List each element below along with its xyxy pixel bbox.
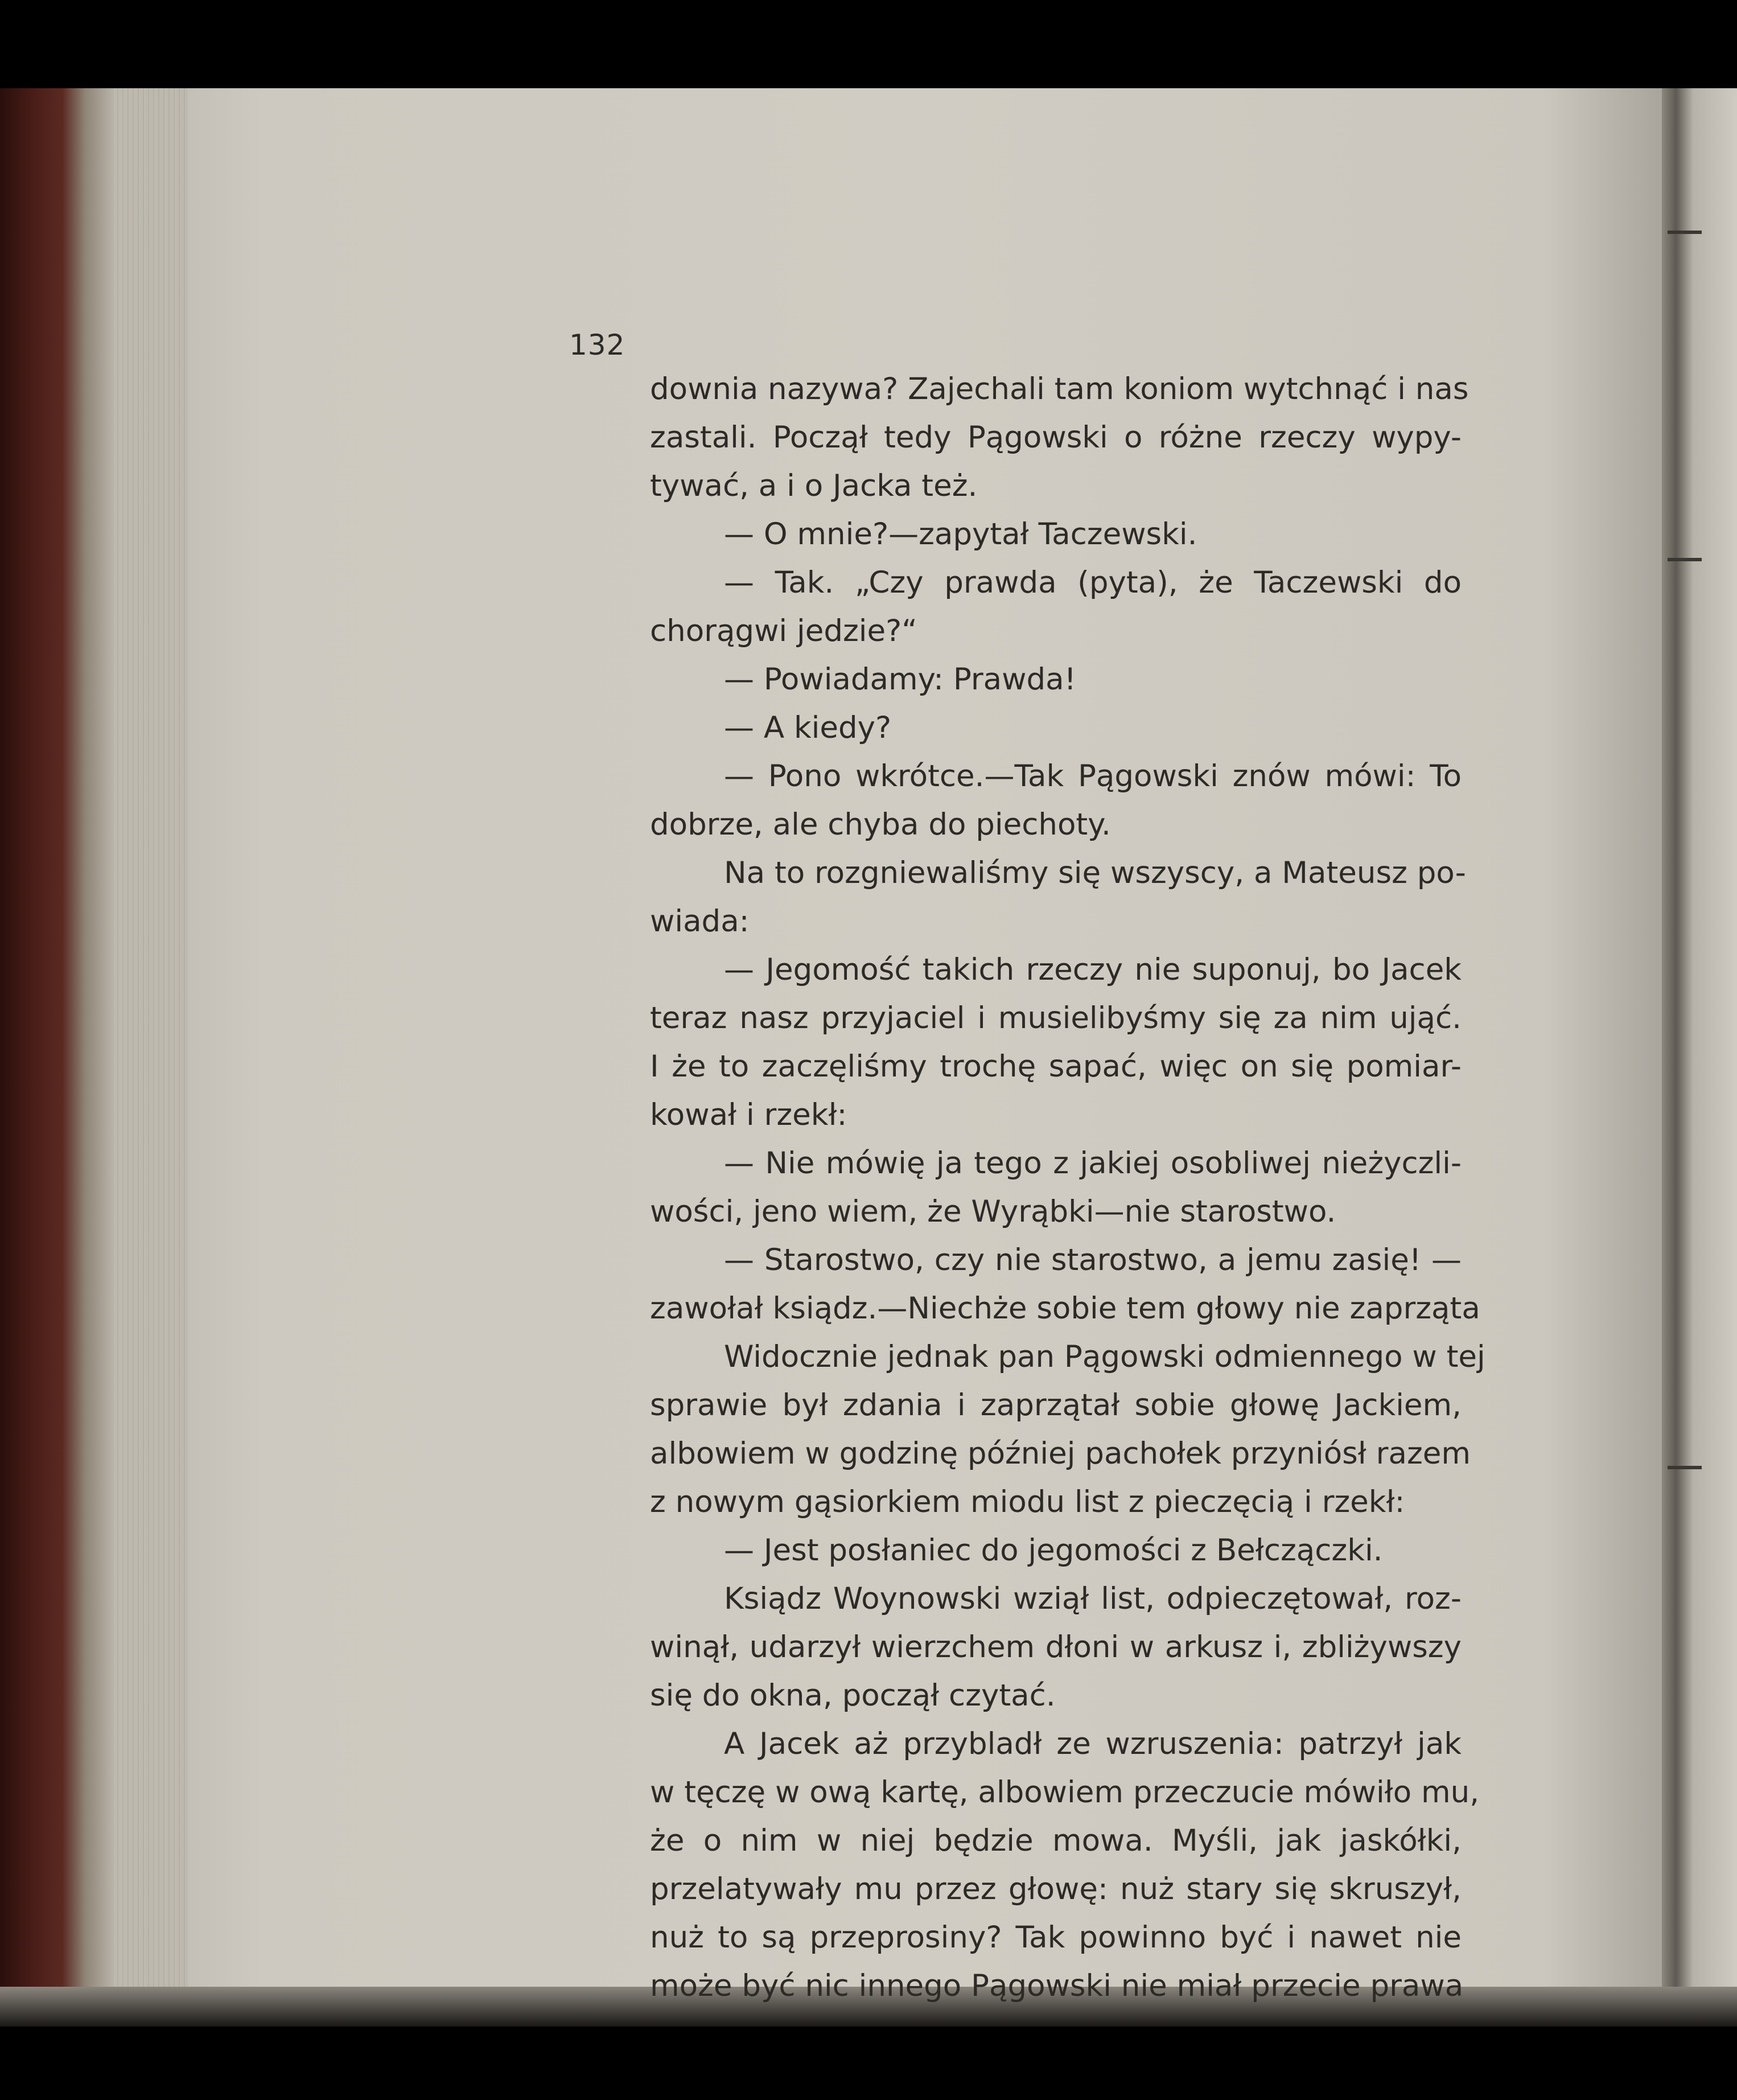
binding-mark	[1668, 231, 1702, 234]
text-line: — Powiadamy: Prawda!	[724, 662, 1076, 697]
text-line: wiada:	[650, 904, 750, 939]
text-line: że o nim w niej będzie mowa. Myśli, jak jaskółki,	[650, 1823, 1462, 1858]
text-line: — Jest posłaniec do jegomości z Bełczączki.	[724, 1533, 1383, 1568]
page-gutter	[1662, 88, 1737, 2024]
binding-mark	[1668, 558, 1702, 561]
text-line: zawołał ksiądz.—Niechże sobie tem głowy nie zaprząta	[650, 1291, 1480, 1326]
text-line: teraz nasz przyjaciel i musielibyśmy się za nim ująć.	[650, 1001, 1462, 1035]
text-line: — A kiedy?	[724, 710, 892, 745]
text-line: się do okna, począł czytać.	[650, 1678, 1056, 1713]
text-line: chorągwi jedzie?“	[650, 614, 917, 648]
text-line: wości, jeno wiem, że Wyrąbki—nie starostwo.	[650, 1194, 1336, 1229]
text-line: przelatywały mu przez głowę: nuż stary się skruszył,	[650, 1872, 1462, 1906]
body-text	[650, 365, 1485, 2010]
text-line: zastali. Począł tedy Pągowski o różne rzeczy wypy-	[650, 420, 1462, 455]
binding-mark	[1668, 1466, 1702, 1469]
text-line: — Starostwo, czy nie starostwo, a jemu zasię! —	[724, 1243, 1462, 1277]
text-line: — Pono wkrótce.—Tak Pągowski znów mówi: To	[724, 759, 1462, 794]
text-line: winął, udarzył wierzchem dłoni w arkusz i, zbliżywszy	[650, 1630, 1462, 1665]
text-line: — Jegomość takich rzeczy nie suponuj, bo Jacek	[724, 952, 1462, 987]
text-line: w tęczę w ową kartę, albowiem przeczucie mówiło mu,	[650, 1775, 1480, 1810]
text-line: Na to rozgniewaliśmy się wszyscy, a Mateusz po-	[724, 856, 1466, 890]
text-line: — Nie mówię ja tego z jakiej osobliwej nieżyczli-	[724, 1146, 1462, 1181]
text-line: może być nic innego Pągowski nie miał przecie prawa	[650, 1969, 1464, 2003]
book-spine	[0, 88, 114, 2024]
text-line: Ksiądz Woynowski wziął list, odpieczętował, roz-	[724, 1581, 1462, 1616]
text-line: downia nazywa? Zajechali tam koniom wytchnąć i nas	[650, 372, 1469, 406]
text-line: Widocznie jednak pan Pągowski odmiennego w tej	[724, 1339, 1485, 1374]
text-line: A Jacek aż przybladł ze wzruszenia: patrzył jak	[724, 1727, 1462, 1761]
text-line: tywać, a i o Jacka też.	[650, 469, 978, 503]
text-line: nuż to są przeprosiny? Tak powinno być i nawet nie	[650, 1920, 1462, 1955]
text-line: I że to zaczęliśmy trochę sapać, więc on się pomiar-	[650, 1049, 1462, 1084]
page-number: 132	[569, 328, 625, 361]
text-line: — Tak. „Czy prawda (pyta), że Taczewski do	[724, 565, 1462, 600]
text-line: dobrze, ale chyba do piechoty.	[650, 807, 1111, 842]
text-line: kował i rzekł:	[650, 1098, 847, 1132]
text-line: sprawie był zdania i zaprzątał sobie głowę Jackiem,	[650, 1388, 1462, 1423]
text-line: — O mnie?—zapytał Taczewski.	[724, 517, 1197, 552]
text-line: z nowym gąsiorkiem miodu list z pieczęcią i rzekł:	[650, 1485, 1405, 1519]
text-line: albowiem w godzinę później pachołek przyniósł razem	[650, 1436, 1471, 1471]
